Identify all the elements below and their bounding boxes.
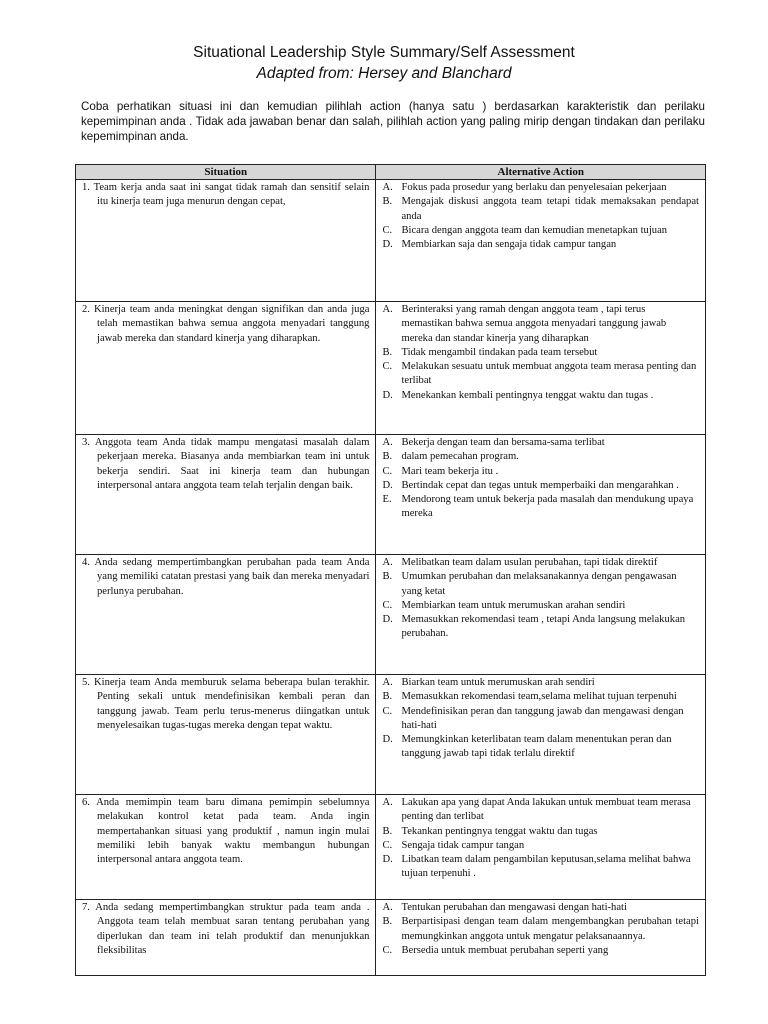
option-letter: A. <box>382 437 393 448</box>
actions-cell <box>376 180 706 302</box>
actions-cell <box>376 795 706 900</box>
table-row <box>76 900 706 976</box>
table-row <box>76 795 706 900</box>
option-letter: B. <box>382 196 393 208</box>
option-letter: D. <box>382 389 393 401</box>
option-letter: C. <box>382 224 393 236</box>
option-letter: C. <box>382 465 393 477</box>
table-row <box>76 180 706 302</box>
option-text: dalam pemecahan program. <box>401 451 519 463</box>
situation-text: 6. Anda memimpin team baru dimana pemimpin sebelumnya melakukan kontrol ketat pada team. Anda ingin mempertahankan situasi yang produktif , namun ingin mulai memiliki lebih banyak waktu membangun hubungan interpersonal antara anggota team. <box>82 797 370 866</box>
option-letter: B. <box>382 916 393 928</box>
actions-cell <box>376 435 706 555</box>
table-row <box>76 302 706 435</box>
option-letter: D. <box>382 734 393 746</box>
action-option <box>376 733 699 762</box>
action-option <box>376 944 699 958</box>
option-letter: A. <box>382 304 393 315</box>
actions-cell <box>376 675 706 795</box>
action-option <box>376 796 699 825</box>
option-text: Memungkinkan keterlibatan team dalam menentukan peran dan tanggung jawab tapi tidak terlalu direktif <box>401 734 672 760</box>
option-text: Memasukkan rekomendasi team,selama melihat tujuan terpenuhi <box>401 691 677 703</box>
situation-text: 5. Kinerja team Anda memburuk selama beberapa bulan terakhir. Penting sekali untuk mendefinisikan kembali peran dan tanggung jawab. Team perlu terus-menerus diingatkan untuk menyelesaikan tugas-tugas mereka dengan tepat waktu. <box>82 677 370 731</box>
option-text: Fokus pada prosedur yang berlaku dan penyelesaian pekerjaan <box>401 182 667 193</box>
option-text: Sengaja tidak campur tangan <box>401 839 525 851</box>
option-text: Umumkan perubahan dan melaksanakannya dengan pengawasan yang ketat <box>401 571 677 597</box>
action-option <box>376 238 699 252</box>
action-option <box>376 676 699 690</box>
action-option <box>376 915 699 944</box>
option-text: Bicara dengan anggota team dan kemudian menetapkan tujuan <box>401 224 668 236</box>
situation-text: 2. Kinerja team anda meningkat dengan signifikan dan anda juga telah memastikan bahwa semua anggota menyadari tanggung jawab mereka dan standard kinerja yang diharapkan. <box>82 304 370 344</box>
action-option <box>376 360 699 389</box>
option-text: Membiarkan saja dan sengaja tidak campur tangan <box>401 239 617 251</box>
option-text: Mendefinisikan peran dan tanggung jawab dan mengawasi dengan hati-hati <box>401 705 684 731</box>
assessment-table <box>75 164 706 976</box>
option-letter: B. <box>382 691 393 703</box>
option-letter: C. <box>382 599 393 611</box>
situation-text: 7. Anda sedang mempertimbangkan struktur pada team anda . Anggota team telah membuat saran tentang perubahan yang diperlukan dan team ini telah produktif dan menunjukkan fleksibilitas <box>82 902 370 956</box>
situation-text: 4. Anda sedang mempertimbangkan perubahan pada team Anda yang memiliki catatan prestasi yang baik dan mereka menyadari perlunya perubahan. <box>82 557 370 597</box>
situation-text: 3. Anggota team Anda tidak mampu mengatasi masalah dalam pekerjaan mereka. Biasanya anda membiarkan team ini untuk bekerja sendiri. Saat ini kinerja team dan hubungan interpersonal antara anggota team telah terjalin dengan baik. <box>82 437 370 491</box>
situation-text: 1. Team kerja anda saat ini sangat tidak ramah dan sensitif selain itu kinerja team juga menurun dengan cepat, <box>82 182 370 208</box>
option-letter: D. <box>382 239 393 251</box>
intro-paragraph: Coba perhatikan situasi ini dan kemudian pilihlah action (hanya satu ) berdasarkan karakteristik dan perilaku kepemimpinan anda . Tidak ada jawaban benar dan salah, pilihlah action yang paling mirip dengan tindakan dan perilaku kepemimpinan anda. <box>81 100 705 143</box>
option-text: Mari team bekerja itu . <box>401 465 499 477</box>
action-option <box>376 346 699 360</box>
option-text: Melakukan sesuatu untuk membuat anggota team merasa penting dan terlibat <box>401 361 697 387</box>
option-letter: D. <box>382 614 393 626</box>
option-text: Mendorong team untuk bekerja pada masalah dan mendukung upaya mereka <box>401 494 694 520</box>
action-option <box>376 901 699 915</box>
option-text: Bertindak cepat dan tegas untuk memperbaiki dan mengarahkan . <box>401 479 679 491</box>
option-text: Libatkan team dalam pengambilan keputusan,selama melihat bahwa tujuan terpenuhi . <box>401 854 691 880</box>
action-option <box>376 839 699 853</box>
option-text: Menekankan kembali pentingnya tenggat waktu dan tugas . <box>401 389 654 401</box>
document-subtitle: Adapted from: Hersey and Blanchard <box>256 65 512 82</box>
action-option <box>376 450 699 464</box>
action-list <box>376 302 705 403</box>
option-text: Biarkan team untuk merumuskan arah sendiri <box>401 677 595 688</box>
option-letter: A. <box>382 797 393 808</box>
option-letter: D. <box>382 854 393 866</box>
option-letter: A. <box>382 902 393 913</box>
action-option <box>376 493 699 522</box>
option-text: Melibatkan team dalam usulan perubahan, tapi tidak direktif <box>401 557 658 568</box>
table-row <box>76 675 706 795</box>
action-option <box>376 436 699 450</box>
action-option <box>376 613 699 642</box>
table-row <box>76 555 706 675</box>
situation-cell <box>76 555 376 675</box>
option-letter: C. <box>382 839 393 851</box>
action-option <box>376 479 699 493</box>
option-text: Bekerja dengan team dan bersama-sama terlibat <box>401 437 605 448</box>
actions-cell <box>376 302 706 435</box>
option-letter: B. <box>382 451 393 463</box>
action-list <box>376 180 705 252</box>
situation-cell <box>76 900 376 976</box>
actions-cell <box>376 555 706 675</box>
option-letter: B. <box>382 571 393 583</box>
action-list <box>376 795 705 882</box>
option-letter: B. <box>382 825 393 837</box>
option-text: Memasukkan rekomendasi team , tetapi Anda langsung melakukan perubahan. <box>401 614 686 640</box>
option-letter: B. <box>382 346 393 358</box>
option-letter: D. <box>382 479 393 491</box>
action-list <box>376 900 705 958</box>
action-option <box>376 465 699 479</box>
action-list <box>376 435 705 522</box>
actions-cell <box>376 900 706 976</box>
option-text: Tidak mengambil tindakan pada team tersebut <box>401 346 598 358</box>
option-text: Bersedia untuk membuat perubahan seperti yang <box>401 944 609 956</box>
action-option <box>376 224 699 238</box>
situation-cell <box>76 675 376 795</box>
action-option <box>376 556 699 570</box>
option-text: Tentukan perubahan dan mengawasi dengan hati-hati <box>401 902 627 913</box>
action-option <box>376 303 699 346</box>
action-option <box>376 599 699 613</box>
option-text: Berpartisipasi dengan team dalam mengembangkan perubahan tetapi memungkinkan anggota untuk mengatur pelaksanaannya. <box>401 916 699 942</box>
option-letter: A. <box>382 182 393 193</box>
action-list <box>376 555 705 642</box>
option-text: Mengajak diskusi anggota team tetapi tidak memaksakan pendapat anda <box>401 196 699 222</box>
action-option <box>376 570 699 599</box>
action-option <box>376 705 699 734</box>
column-header-situation: Situation <box>76 165 376 180</box>
column-header-alternative-action: Alternative Action <box>376 165 706 180</box>
document-title: Situational Leadership Style Summary/Self Assessment <box>193 44 575 61</box>
option-letter: A. <box>382 557 393 568</box>
table-row <box>76 435 706 555</box>
action-option <box>376 825 699 839</box>
action-option <box>376 195 699 224</box>
option-text: Membiarkan team untuk merumuskan arahan sendiri <box>401 599 626 611</box>
option-letter: C. <box>382 944 393 956</box>
situation-cell <box>76 795 376 900</box>
option-text: Lakukan apa yang dapat Anda lakukan untuk membuat team merasa penting dan terlibat <box>401 797 691 823</box>
table-header-row <box>76 165 706 180</box>
action-list <box>376 675 705 762</box>
action-option <box>376 389 699 403</box>
option-text: Berinteraksi yang ramah dengan anggota team , tapi terus memastikan bahwa semua anggota menyadari tanggung jawab mereka dan standar kinerja yang diharapkan <box>401 304 667 344</box>
action-option <box>376 690 699 704</box>
situation-cell <box>76 180 376 302</box>
option-letter: C. <box>382 705 393 717</box>
action-option <box>376 181 699 195</box>
option-text: Tekankan pentingnya tenggat waktu dan tugas <box>401 825 598 837</box>
option-letter: C. <box>382 361 393 373</box>
option-letter: E. <box>382 494 392 506</box>
situation-cell <box>76 302 376 435</box>
option-letter: A. <box>382 677 393 688</box>
action-option <box>376 853 699 882</box>
situation-cell <box>76 435 376 555</box>
